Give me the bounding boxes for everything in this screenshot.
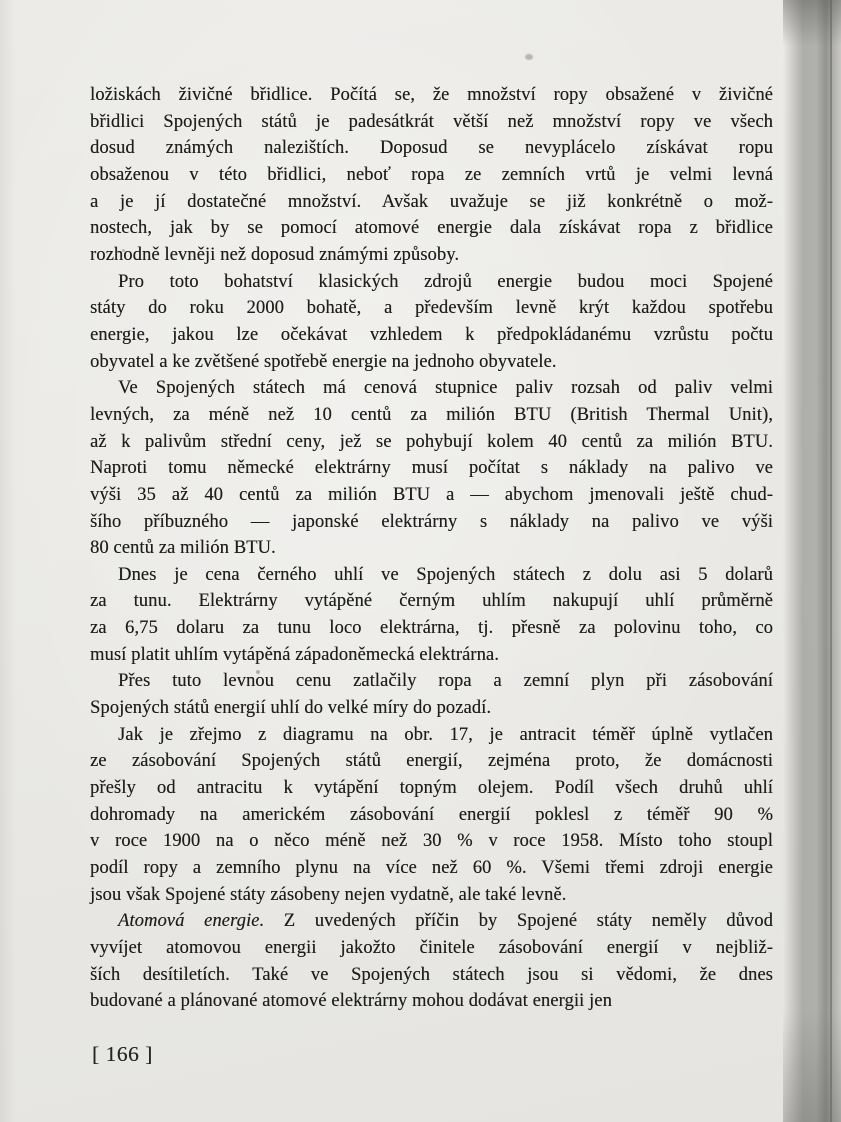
text-line: a je jí dostatečné množství. Avšak uvažuje se již konkrétně o mož- [90,191,773,212]
paragraph [90,82,773,269]
text-line: rozhodně levněji než doposud známými způsoby. [90,244,460,265]
paragraph [90,269,773,376]
text-line: břidlici Spojených států je padesátkrát větší než množství ropy ve všech [90,111,773,132]
text-line: ložiskách živičné břidlice. Počítá se, že množství ropy obsažené v živičné [90,85,773,105]
text-line: obyvatel a ke zvětšené spotřebě energie na jednoho obyvatele. [90,351,557,372]
text-line: nostech, jak by se pomocí atomové energie dala získávat ropa z břidlice [90,218,773,239]
text-line: šího příbuzného — japonské elektrárny s náklady na palivo ve výši [90,511,773,532]
text-line: Dnes je cena černého uhlí ve Spojených státech z dolu asi 5 dolarů [118,564,773,585]
text-line: 80 centů za milión BTU. [90,538,276,559]
text-line: Jak je zřejmo z diagramu na obr. 17, je antracit téměř úplně vytlačen [118,724,773,745]
page-number: [ 166 ] [92,1042,153,1066]
text-line: Ve Spojených státech má cenová stupnice paliv rozsah od paliv velmi [118,378,773,399]
page-text [90,82,773,1015]
text-line: Naproti tomu německé elektrárny musí počítat s náklady na palivo ve [90,458,773,479]
text-line: energie, jakou lze očekávat vzhledem k předpokládanému vzrůstu počtu [90,324,773,345]
text-line: budované a plánované atomové elektrárny mohou dodávat energii jen [90,991,612,1012]
page-edge-shadow [783,0,841,1122]
text-line: vyvíjet atomovou energii jakožto činitele zásobování energií v nejbliž- [90,938,773,958]
paragraph [90,908,773,1015]
text-line: ších desítiletích. Také ve Spojených státech jsou si vědomi, že dnes [90,964,773,985]
paragraph [90,562,773,669]
text-line: dohromady na americkém zásobování energií poklesl z téměř 90 % [90,804,773,825]
text-line: dosud známých nalezištích. Doposud se nevyplácelo získávat ropu [90,138,773,159]
text-line: Přes tuto levnou cenu zatlačily ropa a zemní plyn při zásobování [118,671,773,692]
text-line: státy do roku 2000 bohatě, a především levně krýt každou spotřebu [90,298,773,319]
text-line: za 6,75 dolaru za tunu loco elektrárna, tj. přesně za polovinu toho, co [90,618,773,639]
text-line: Pro toto bohatství klasických zdrojů energie budou moci Spojené [118,271,773,292]
text-line: ze zásobování Spojených států energií, zejména proto, že domácnosti [90,751,773,772]
text-line: v roce 1900 na o něco méně než 30 % v roce 1958. Místo toho stoupl [90,831,773,852]
text-line: Spojených států energií uhlí do velké míry do pozadí. [90,698,492,719]
text-line: až k palivům střední ceny, jež se pohybují kolem 40 centů za milión BTU. [90,431,773,452]
text-line: jsou však Spojené státy zásobeny nejen vydatně, ale také levně. [90,884,567,905]
text-line: musí platit uhlím vytápěná západoněmecká elektrárna. [90,644,499,665]
text-line: výši 35 až 40 centů za milión BTU a — abychom jmenovali ještě chud- [90,484,773,505]
paragraph [90,722,773,909]
text-line: za tunu. Elektrárny vytápěné černým uhlím nakupují uhlí průměrně [90,591,773,612]
text-line: podíl ropy a zemního plynu na více než 60 %. Všemi třemi zdroji energie [90,858,773,879]
paragraph [90,668,773,721]
scan-speck [525,54,533,60]
text-line [90,908,773,935]
text-run: Z uvedených příčin by Spojené státy neměly důvod [283,911,773,932]
text-line: obsaženou v této břidlici, neboť ropa ze zemních vrtů je velmi levná [90,164,773,185]
text-line: levných, za méně než 10 centů za milión BTU (British Thermal Unit), [90,404,773,425]
text-line: přešly od antracitu k vytápění topným olejem. Podíl všech druhů uhlí [90,778,773,799]
paragraph [90,375,773,562]
italic-lead: Atomová energie. [118,911,265,932]
